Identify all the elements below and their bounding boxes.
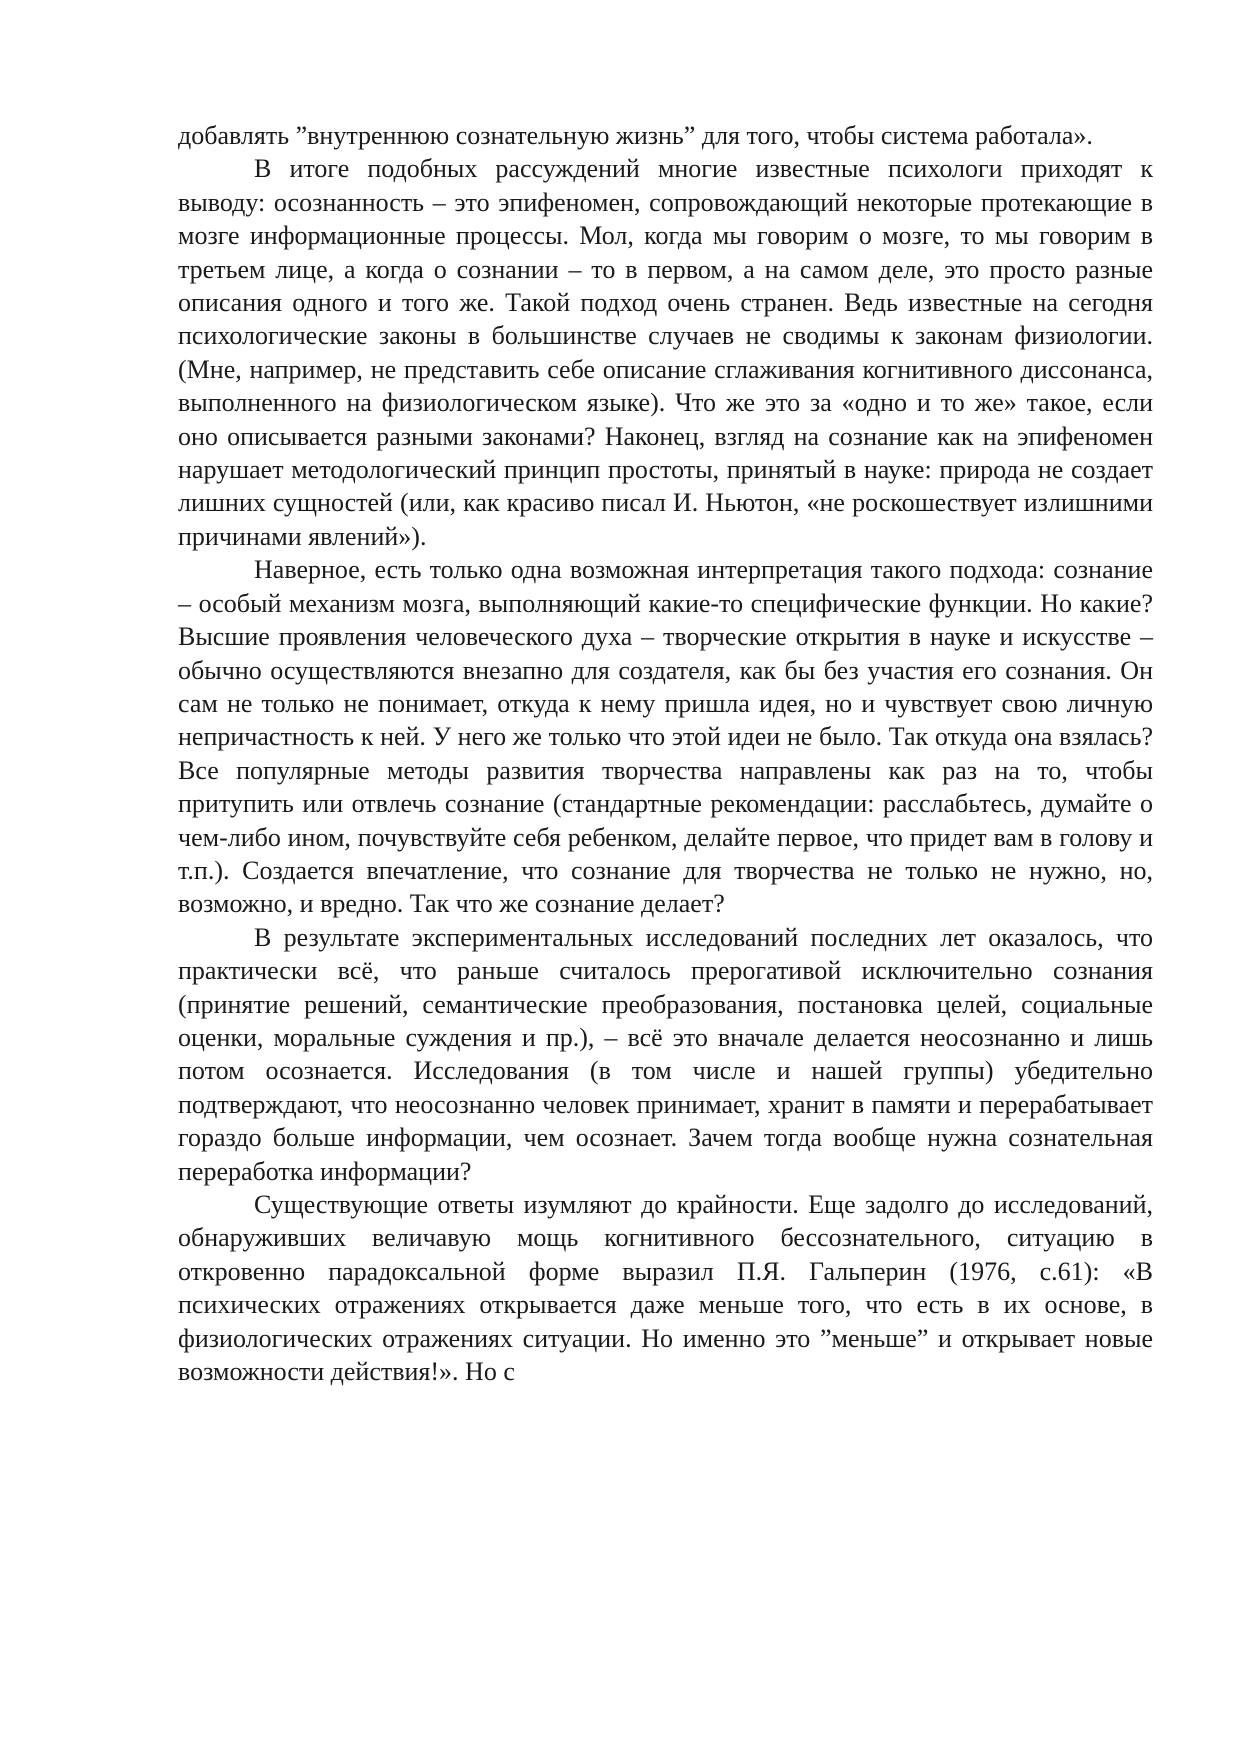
paragraph: Наверное, есть только одна возможная интерпретация такого подхода: сознание – особый механизм мозга, выполняющий какие-то специфические функции. Но какие? Высшие проявления человеческого духа – творческие открытия в науке и искусстве – обычно осуществляются внезапно для создателя, как бы без участия его сознания. Он сам не только не понимает, откуда к нему пришла идея, но и чувствует свою личную непричастность к ней. У него же только что этой идеи не было. Так откуда она взялась? Все популярные методы развития творчества направлены как раз на то, чтобы притупить или отвлечь сознание (стандартные рекомендации: расслабьтесь, думайте о чем-либо ином, почувствуйте себя ребенком, делайте первое, что придет вам в голову и т.п.). Создается впечатление, что сознание для творчества не только не нужно, но, возможно, и вредно. Так что же сознание делает? [178, 555, 1153, 919]
paragraph: В итоге подобных рассуждений многие известные психологи приходят к выводу: осознанность – это эпифеномен, сопровождающий некоторые протекающие в мозге информационные процессы. Мол, когда мы говорим о мозге, то мы говорим в третьем лице, а когда о сознании – то в первом, а на самом деле, это просто разные описания одного и того же. Такой подход очень странен. Ведь известные на сегодня психологические законы в большинстве случаев не сводимы к законам физиологии. (Мне, например, не представить себе описание сглаживания когнитивного диссонанса, выполненного на физиологическом языке). Что же это за «одно и то же» такое, если оно описывается разными законами? Наконец, взгляд на сознание как на эпифеномен нарушает методологический принцип простоты, принятый в науке: природа не создает лишних сущностей (или, как красиво писал И. Ньютон, «не роскошествует излишними причинами явлений»). [178, 154, 1153, 551]
paragraph: В результате экспериментальных исследований последних лет оказалось, что практически всё, что раньше считалось прерогативой исключительно сознания (принятие решений, семантические преобразования, постановка целей, социальные оценки, моральные суждения и пр.), – всё это вначале делается неосознанно и лишь потом осознается. Исследования (в том числе и нашей группы) убедительно подтверждают, что неосознанно человек принимает, хранит в памяти и перерабатывает гораздо больше информации, чем осознает. Зачем тогда вообще нужна сознательная переработка информации? [178, 922, 1153, 1186]
paragraph-continuation: добавлять ”внутреннюю сознательную жизнь” для того, чтобы система работала». [178, 121, 1093, 150]
paragraph: Существующие ответы изумляют до крайности. Еще задолго до исследований, обнаруживших величавую мощь когнитивного бессознательного, ситуацию в откровенно парадоксальной форме выразил П.Я. Гальперин (1976, с.61): «В психических отражениях открывается даже меньше того, что есть в их основе, в физиологических отражениях ситуации. Но именно это ”меньше” и открывает новые возможности действия!». Но с [178, 1190, 1153, 1387]
body-text [178, 119, 1153, 1388]
